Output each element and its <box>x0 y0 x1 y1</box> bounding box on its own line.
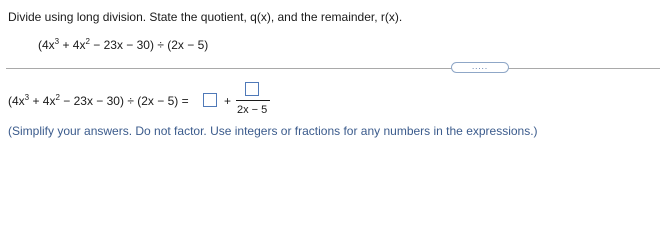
answer-expression <box>8 94 189 108</box>
answer-part: + 4x <box>29 94 56 108</box>
answer-part: (4x <box>8 94 25 108</box>
answer-exponent: 3 <box>24 93 30 102</box>
denominator-text: 2x − 5 <box>237 104 268 116</box>
fraction-bar <box>236 100 270 101</box>
plus-sign: + <box>224 94 232 108</box>
problem-exponent: 3 <box>54 37 60 46</box>
problem-part: − 23x − 30) ÷ (2x − 5) <box>89 38 209 52</box>
section-divider <box>6 68 660 69</box>
instructions-text: Divide using long division. State the quotient, q(x), and the remainder, r(x). <box>8 10 403 24</box>
answer-part: − 23x − 30) ÷ (2x − 5) = <box>59 94 189 108</box>
remainder-input[interactable] <box>245 82 259 96</box>
problem-part: + 4x <box>59 38 86 52</box>
answer-exponent: 2 <box>55 93 60 102</box>
problem-expression <box>38 38 208 52</box>
quotient-input[interactable] <box>203 93 217 107</box>
problem-part: (4x <box>38 38 55 52</box>
show-more-button[interactable]: ..... <box>451 62 509 73</box>
problem-exponent: 2 <box>85 37 90 46</box>
instruction-note: (Simplify your answers. Do not factor. Use integers or fractions for any numbers in the expressions.) <box>8 124 538 138</box>
